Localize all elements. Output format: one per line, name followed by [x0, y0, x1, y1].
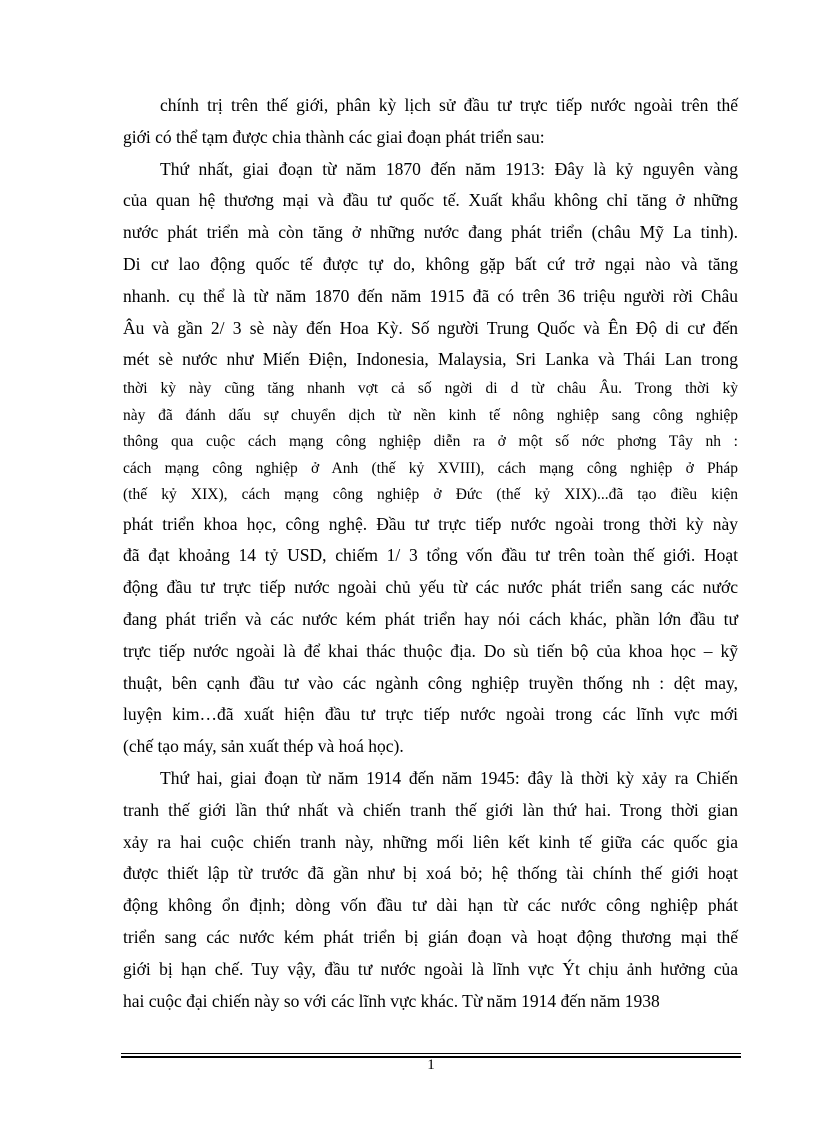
text-line: giới bị hạn chế. Tuy vậy, đầu tư nước ngoài là lĩnh vực Ýt chịu ảnh hưởng của	[123, 958, 738, 979]
text-line: thông qua cuộc cách mạng công nghiệp diễn ra ở một số nớc phơng Tây nh :	[123, 433, 738, 451]
footer-rule	[121, 1053, 741, 1054]
text-line: Thứ nhất, giai đoạn từ năm 1870 đến năm 1913: Đây là kỷ nguyên vàng	[160, 158, 738, 179]
text-line: Di cư lao động quốc tế được tự do, không gặp bất cứ trở ngại nào và tăng	[123, 253, 738, 274]
text-line: hai cuộc đại chiến này so với các lĩnh vực khác. Từ năm 1914 đến năm 1938	[123, 990, 660, 1011]
text-line: này đã đánh dấu sự chuyển dịch từ nền kinh tế nông nghiệp sang công nghiệp	[123, 406, 738, 424]
page-number: 1	[427, 1057, 435, 1073]
text-line: (thế kỷ XIX), cách mạng công nghiệp ở Đức (thế kỷ XIX)...đã tạo điều kiện	[123, 486, 738, 504]
text-line: Âu và gần 2/ 3 sè này đến Hoa Kỳ. Số người Trung Quốc và Ên Độ di cư đến	[123, 317, 738, 338]
text-line: đang phát triển và các nước kém phát triển hay nói cách khác, phần lớn đầu tư	[123, 609, 738, 630]
text-line: xảy ra hai cuộc chiến tranh này, những mối liên kết kinh tế giữa các quốc gia	[123, 831, 738, 852]
text-line: nước phát triển mà còn tăng ở những nước đang phát triển (châu Mỹ La tinh).	[123, 222, 738, 243]
text-line: luyện kim…đã xuất hiện đầu tư trực tiếp nước ngoài trong các lĩnh vực mới	[123, 704, 738, 725]
text-line: (chế tạo máy, sản xuất thép và hoá học).	[123, 736, 404, 757]
text-line: trực tiếp nước ngoài là để khai thác thuộc địa. Do sù tiến bộ của khoa học – kỹ	[123, 640, 738, 661]
text-line: nhanh. cụ thể là từ năm 1870 đến năm 1915 đã có trên 36 triệu người rời Châu	[123, 285, 738, 306]
text-line: cách mạng công nghiệp ở Anh (thế kỷ XVIII), cách mạng công nghiệp ở Pháp	[123, 459, 738, 477]
text-line: triển sang các nước kém phát triển bị gián đoạn và hoạt động thương mại thế	[123, 927, 738, 948]
text-line: tranh thế giới lần thứ nhất và chiến tranh thế giới làn thứ hai. Trong thời gian	[123, 799, 738, 820]
text-line: đã đạt khoảng 14 tỷ USD, chiếm 1/ 3 tổng vốn đầu tư trên toàn thế giới. Hoạt	[123, 545, 738, 566]
text-line: động đầu tư trực tiếp nước ngoài chủ yếu từ các nước phát triển sang các nước	[123, 577, 738, 598]
text-line: thuật, bên cạnh đầu tư vào các ngành công nghiệp truyền thống nh : dệt may,	[123, 672, 738, 693]
text-line: động không ổn định; dòng vốn đầu tư dài hạn từ các nước công nghiệp phát	[123, 895, 738, 916]
text-line: phát triển khoa học, công nghệ. Đầu tư trực tiếp nước ngoài trong thời kỳ này	[123, 513, 738, 534]
text-line: Thứ hai, giai đoạn từ năm 1914 đến năm 1945: đây là thời kỳ xảy ra Chiến	[160, 768, 738, 789]
text-line: mét sè nước như Miến Điện, Indonesia, Malaysia, Sri Lanka và Thái Lan trong	[123, 349, 738, 370]
text-line: giới có thể tạm được chia thành các giai đoạn phát triển sau:	[123, 126, 545, 147]
text-line: của quan hệ thương mại và đầu tư quốc tế. Xuất khẩu không chỉ tăng ở những	[123, 190, 738, 211]
text-line: chính trị trên thế giới, phân kỳ lịch sử đầu tư trực tiếp nước ngoài trên thế	[160, 95, 738, 115]
body-text	[123, 90, 738, 1017]
text-line: thời kỳ này cũng tăng nhanh vợt cả số ngời di d từ châu Âu. Trong thời kỳ	[123, 380, 738, 398]
text-line: được thiết lập từ trước đã gần như bị xoá bỏ; hệ thống tài chính thế giới hoạt	[123, 863, 738, 884]
